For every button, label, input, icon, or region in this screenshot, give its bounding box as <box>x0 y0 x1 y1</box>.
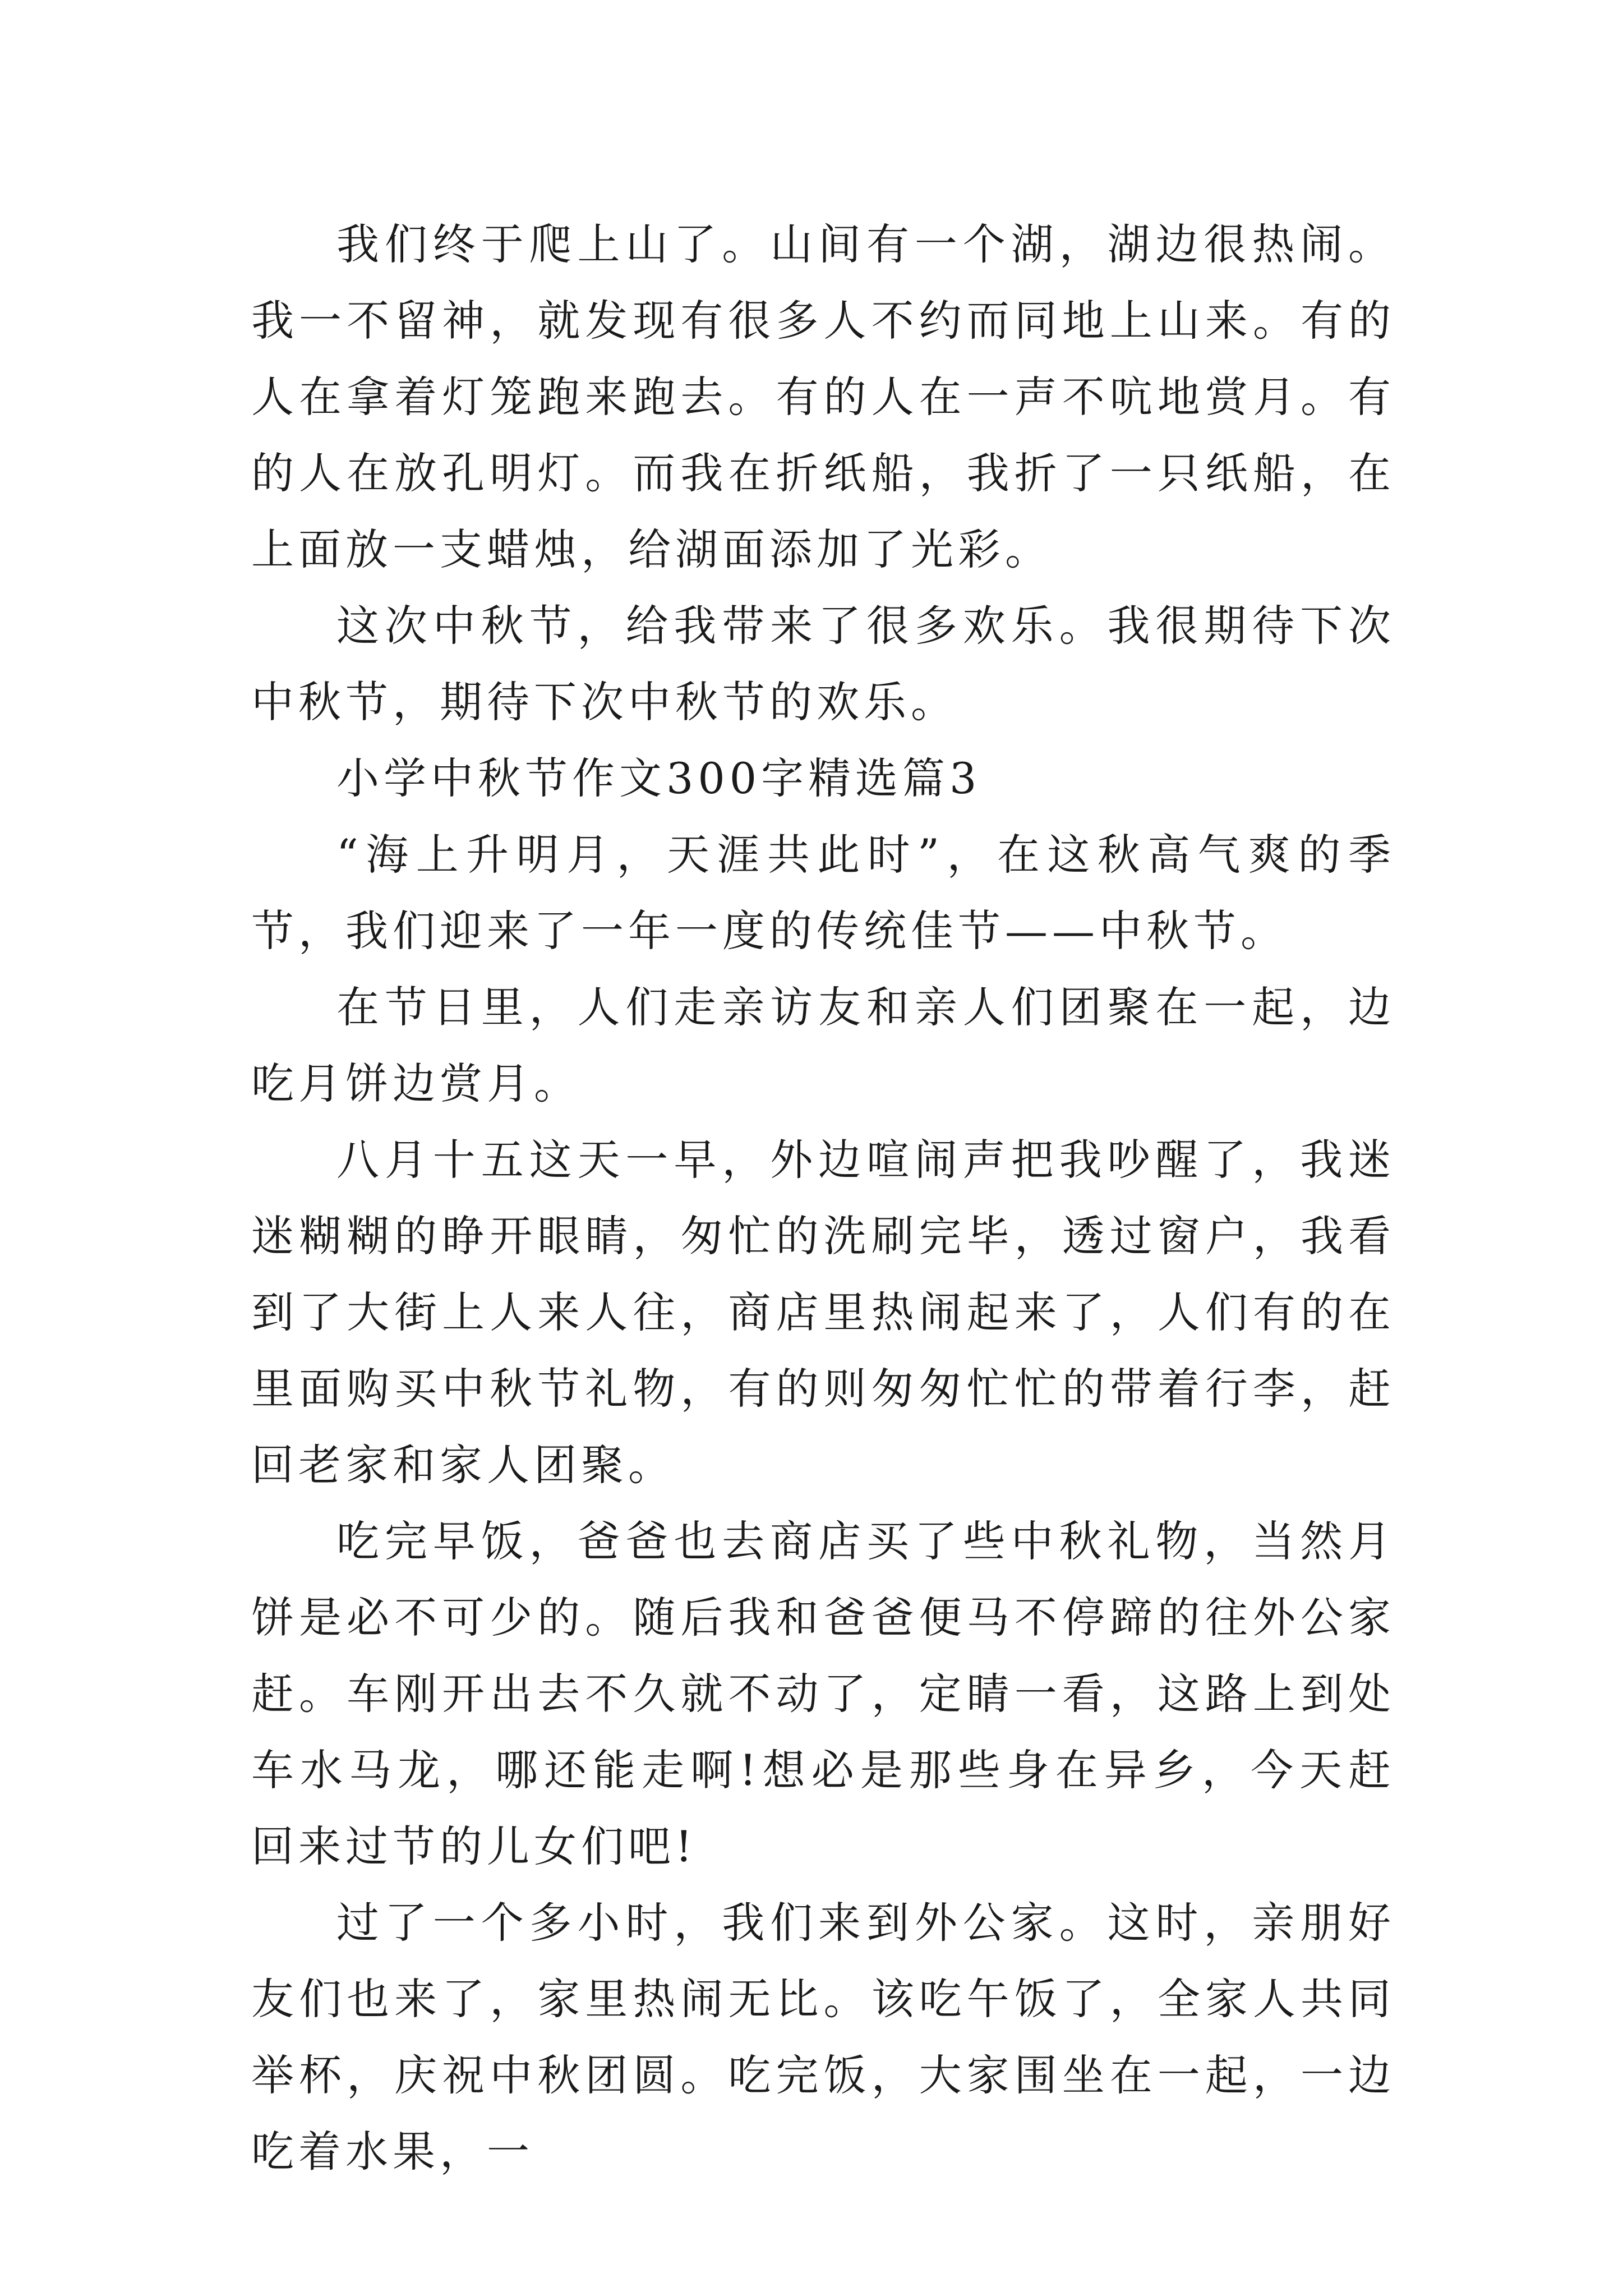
paragraph-morning: 八月十五这天一早，外边喧闹声把我吵醒了，我迷迷糊糊的睁开眼睛，匆忙的洗刷完毕，透过窗户，我看到了大街上人来人往，商店里热闹起来了，人们有的在里面购买中秋节礼物，有的则匆匆忙忙的带着行李，赶回老家和家人团聚。 <box>251 1135 1395 1490</box>
section-title: 小学中秋节作文300字精选篇3 <box>336 753 981 803</box>
paragraph-breakfast-trip: 吃完早饭，爸爸也去商店买了些中秋礼物，当然月饼是必不可少的。随后我和爸爸便马不停蹄的往外公家赶。车刚开出去不久就不动了，定睛一看，这路上到处车水马龙，哪还能走啊!想必是那些身在异乡，今天赶回来过节的儿女们吧! <box>251 1516 1395 1871</box>
paragraph-mountain-lake: 我们终于爬上山了。山间有一个湖，湖边很热闹。我一不留神，就发现有很多人不约而同地上山来。有的人在拿着灯笼跑来跑去。有的人在一声不吭地赏月。有的人在放孔明灯。而我在折纸船，我折了一只纸船，在上面放一支蜡烛，给湖面添加了光彩。 <box>251 219 1395 574</box>
body-text <box>251 206 1395 2190</box>
paragraph-festival-joy: 这次中秋节，给我带来了很多欢乐。我很期待下次中秋节，期待下次中秋节的欢乐。 <box>251 601 1395 727</box>
paragraph-poem-intro: “海上升明月，天涯共此时”，在这秋高气爽的季节，我们迎来了一年一度的传统佳节——中秋节。 <box>251 830 1395 956</box>
paragraph-family-reunion: 在节日里，人们走亲访友和亲人们团聚在一起，边吃月饼边赏月。 <box>251 982 1395 1108</box>
paragraph-grandpa-house: 过了一个多小时，我们来到外公家。这时，亲朋好友们也来了，家里热闹无比。该吃午饭了，全家人共同举杯，庆祝中秋团圆。吃完饭，大家围坐在一起，一边吃着水果，一 <box>251 1898 1395 2177</box>
